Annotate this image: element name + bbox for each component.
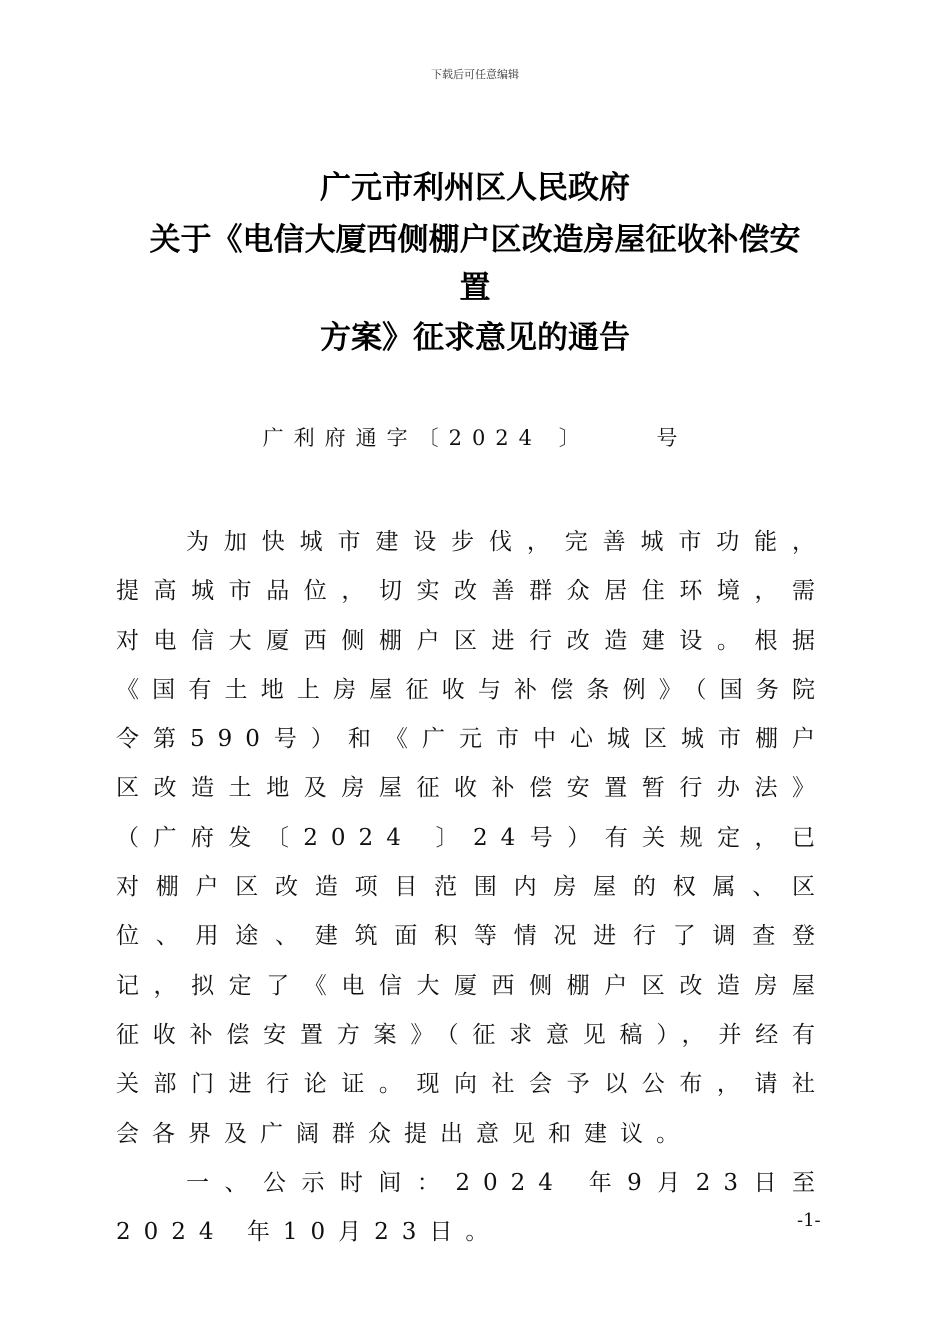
paragraph-1: 为加快城市建设步伐，完善城市功能，提高城市品位，切实改善群众居住环境，需对电信大厦西侧棚户区进行改造建设。根据《国有土地上房屋征收与补偿条例》（国务院令第590号）和《广元市中心城区城市棚户区改造土地及房屋征收补偿安置暂行办法》（广府发〔2024 〕24号）有关规定，已对棚户区改造项目范围内房屋的权属、区位、用途、建筑面积等情况进行了调查登记，拟定了《电信大厦西侧棚户区改造房屋征收补偿安置方案》（征求意见稿），并经有关部门进行论证。现向社会予以公布，请社会各界及广阔群众提出意见和建议。 (116, 529, 828, 1147)
document-number: 广利府通字〔2024 〕 号 (262, 426, 688, 450)
title-line-2: 关于《电信大厦西侧棚户区改造房屋征收补偿安 (149, 222, 801, 258)
title-line-3: 置 (459, 270, 491, 306)
title-line-1: 广元市利州区人民政府 (320, 170, 630, 206)
title-line-4: 方案》征求意见的通告 (320, 320, 630, 356)
page-number: -1- (797, 1210, 821, 1231)
paragraph-2: 一、公示时间：2024 年9月23日至2024 年10月23日。 (116, 1169, 828, 1246)
header-note: 下载后可任意编辑 (431, 68, 519, 81)
body-text (116, 518, 828, 1257)
